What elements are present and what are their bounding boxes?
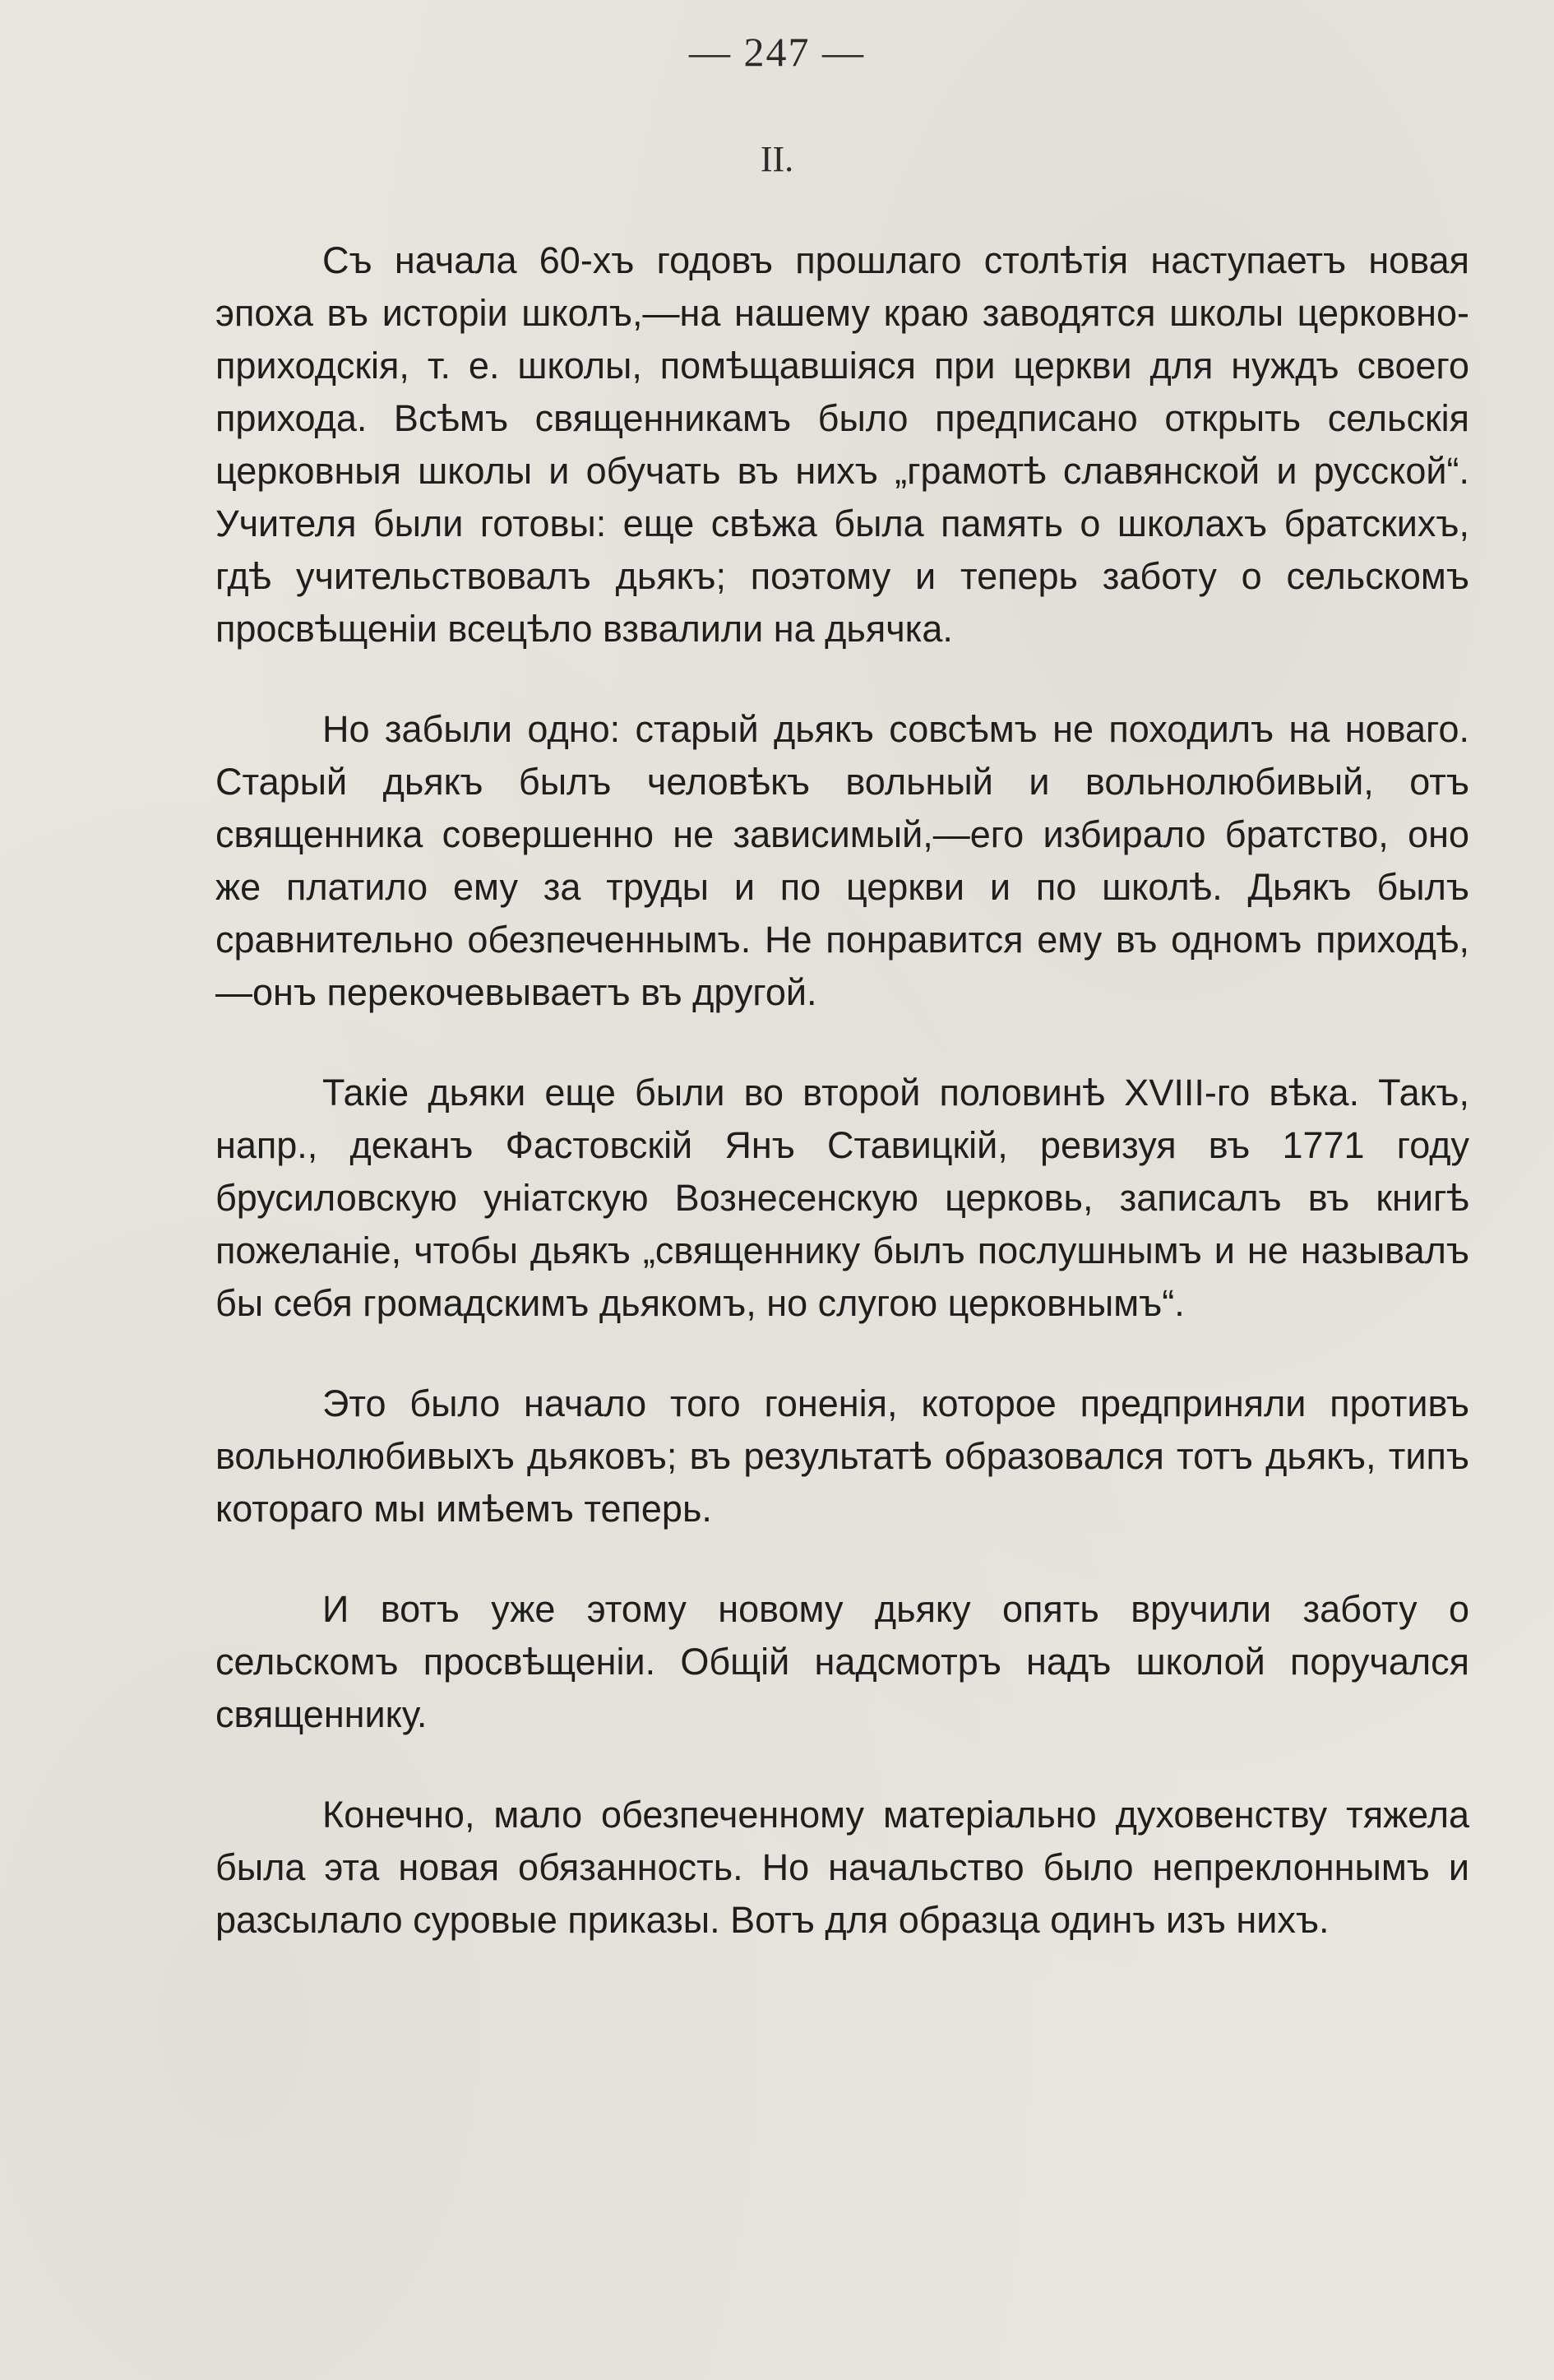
paragraph: И вотъ уже этому новому дьяку опять вручили заботу о сельскомъ просвѣщеніи. Общій надсмотръ надъ школой поручался священнику. bbox=[215, 1588, 1469, 1735]
body-text bbox=[215, 234, 1469, 1947]
paragraph: Съ начала 60-хъ годовъ прошлаго столѣтія наступаетъ новая эпоха въ исторіи школъ,—на нашему краю заводятся школы церковно-приходскія, т. е. школы, помѣщавшіяся при церкви для нуждъ своего прихода. Всѣмъ священникамъ было предписано открыть сельскія церковныя школы и обучать въ нихъ „грамотѣ славянской и русской“. Учителя были готовы: еще свѣжа была память о школахъ братскихъ, гдѣ учительствовалъ дьякъ; поэтому и теперь заботу о сельскомъ просвѣщеніи всецѣло взвалили на дьячка. bbox=[215, 239, 1469, 650]
paragraph: Конечно, мало обезпеченному матеріально духовенству тяжела была эта новая обязанность. Но начальство было непреклоннымъ и разсылало суровые приказы. Вотъ для образца одинъ изъ нихъ. bbox=[215, 1794, 1469, 1941]
paragraph: Это было начало того гоненія, которое предприняли противъ вольнолюбивыхъ дьяковъ; въ результатѣ образовался тотъ дьякъ, типъ котораго мы имѣемъ теперь. bbox=[215, 1382, 1469, 1530]
paragraph: Такіе дьяки еще были во второй половинѣ XVIII-го вѣка. Такъ, напр., деканъ Фастовскій Янъ Ставицкій, ревизуя въ 1771 году брусиловскую уніатскую Вознесенскую церковь, записалъ въ книгѣ пожеланіе, чтобы дьякъ „священнику былъ послушнымъ и не называлъ бы себя громадскимъ дьякомъ, но слугою церковнымъ“. bbox=[215, 1072, 1469, 1324]
page-number: — 247 — bbox=[689, 29, 865, 75]
section-heading: II. bbox=[760, 139, 794, 179]
paragraph: Но забыли одно: старый дьякъ совсѣмъ не походилъ на новаго. Старый дьякъ былъ человѣкъ вольный и вольнолюбивый, отъ священника совершенно не зависимый,—его избирало братство, оно же платило ему за труды и по церкви и по школѣ. Дьякъ былъ сравнительно обезпеченнымъ. Не понравится ему въ одномъ приходѣ,—онъ перекочевываетъ въ другой. bbox=[215, 708, 1469, 1013]
